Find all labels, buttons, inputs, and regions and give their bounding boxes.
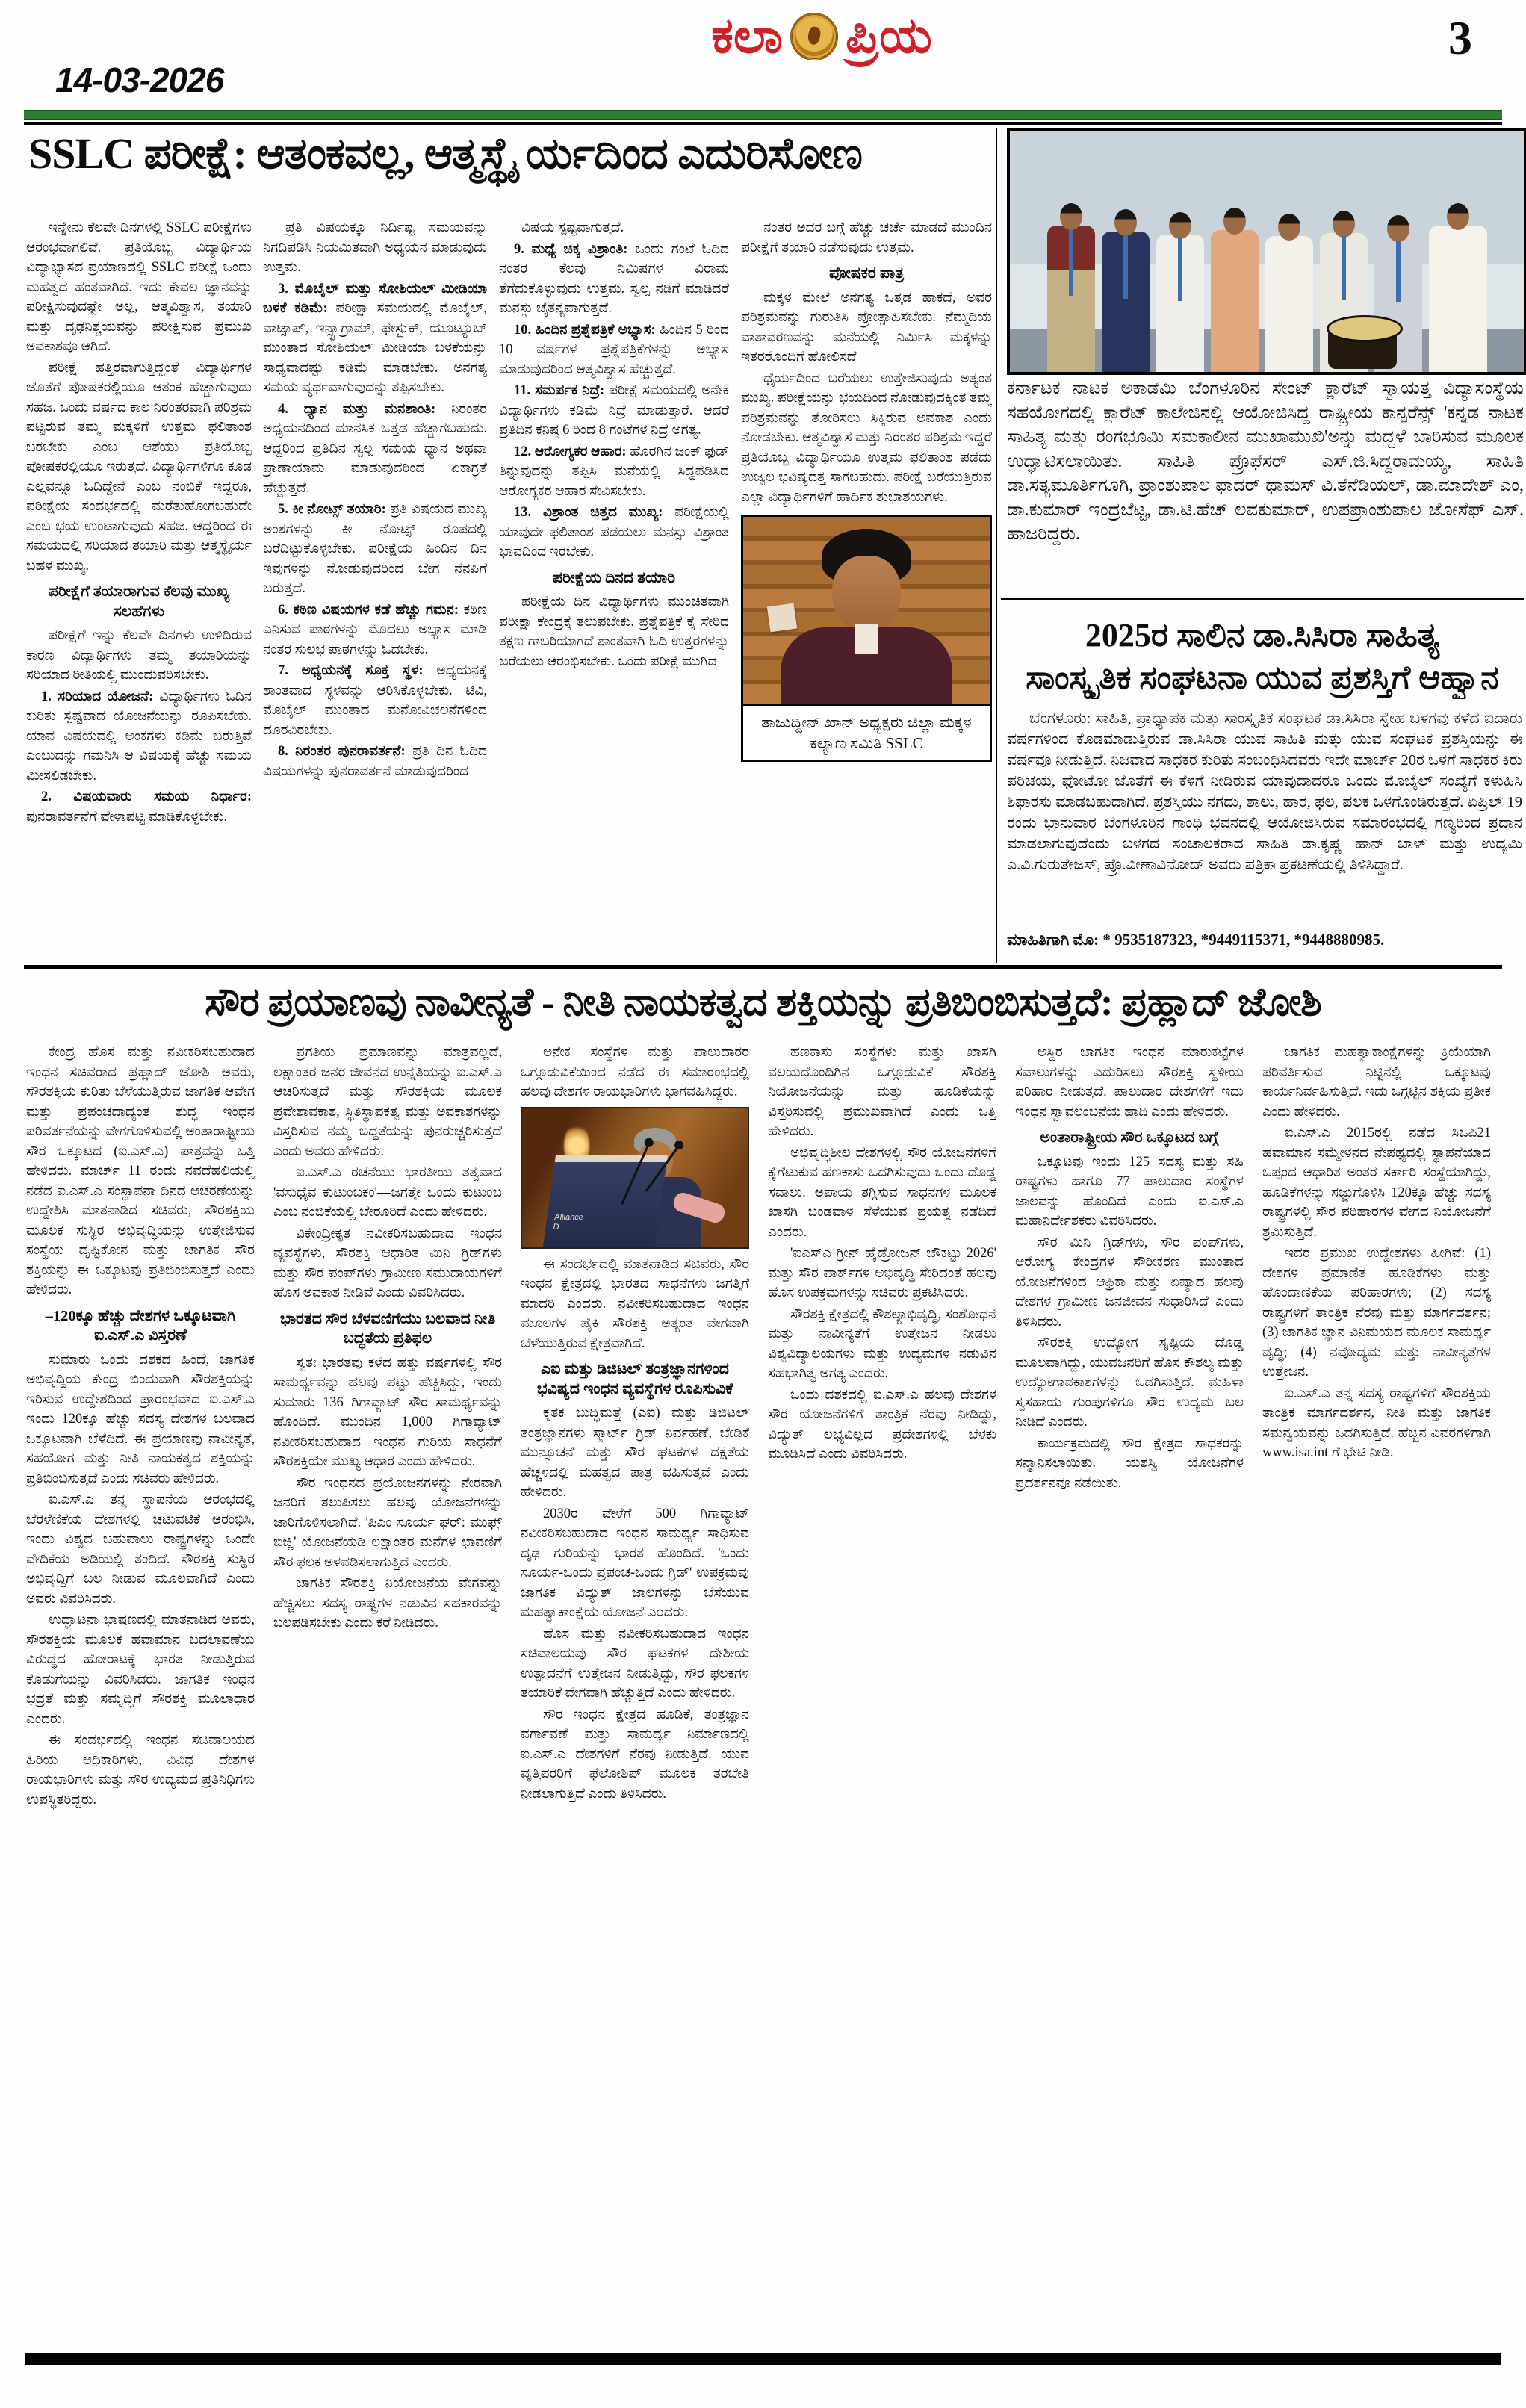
paragraph: 4. ಧ್ಯಾನ ಮತ್ತು ಮನಶಾಂತಿ: ನಿರಂತರ ಅಧ್ಯಯನದಿಂದ ಮಾನಸಿಕ ಒತ್ತಡ ಹೆಚ್ಚಾಗಬಹುದು. ಆದ್ದರಿಂದ ಪ್ರತಿದಿನ ಸ್ವಲ್ಪ ಸಮಯ ಧ್ಯಾನ ಅಥವಾ ಪ್ರಾಣಾಯಾಮ ಮಾಡುವುದರಿಂದ ಏಕಾಗ್ರತೆ ಹೆಚ್ಚುತ್ತದೆ. bbox=[263, 401, 487, 496]
crosshead: ಪರೀಕ್ಷೆಯ ದಿನದ ತಯಾರಿ bbox=[552, 569, 676, 586]
crosshead: –120ಕ್ಕೂ ಹೆಚ್ಚು ದೇಶಗಳ ಒಕ್ಕೂಟವಾಗಿ ಐ.ಎಸ್.ಎ ವಿಸ್ತರಣೆ bbox=[45, 1307, 236, 1344]
paragraph: ಹಣಕಾಸು ಸಂಸ್ಥೆಗಳು ಮತ್ತು ಖಾಸಗಿ ವಲಯದೊಂದಿಗಿನ ಒಗ್ಗೂಡುವಿಕೆ ಸೌರಶಕ್ತಿ ನಿಯೋಜನೆಯನ್ನು ಮತ್ತು ಹೂಡಿಕೆಯನ್ನು ವಿಸ್ತರಿಸುವಲ್ಲಿ ಪ್ರಮುಖವಾಗಿದೆ ಎಂದು ಒತ್ತಿ ಹೇಳಿದರು. bbox=[768, 1045, 996, 1139]
paragraph: ಈ ಸಂದರ್ಭದಲ್ಲಿ ಮಾತನಾಡಿದ ಸಚಿವರು, ಸೌರ ಇಂಧನ ಕ್ಷೇತ್ರದಲ್ಲಿ ಭಾರತದ ಸಾಧನೆಗಳು ಜಗತ್ತಿಗೆ ಮಾದರಿ ಎಂದರು. ನವೀಕರಿಸಬಹುದಾದ ಇಂಧನ ಮೂಲಗಳ ಪೈಕಿ ಸೌರಶಕ್ತಿ ಅತ್ಯಂತ ವೇಗವಾಗಿ ಬೆಳೆಯುತ್ತಿರುವ ಕ್ಷೇತ್ರವಾಗಿದೆ. bbox=[521, 1256, 749, 1351]
column-divider bbox=[996, 128, 997, 963]
solar-column-6 bbox=[1262, 1043, 1491, 2348]
paragraph: 2030ರ ವೇಳೆಗೆ 500 ಗಿಗಾವ್ಯಾಟ್ ನವೀಕರಿಸಬಹುದಾದ ಇಂಧನ ಸಾಮರ್ಥ್ಯ ಸಾಧಿಸುವ ದೃಢ ಗುರಿಯನ್ನು ಭಾರತ ಹೊಂದಿದೆ. 'ಒಂದು ಸೂರ್ಯ-ಒಂದು ಪ್ರಪಂಚ-ಒಂದು ಗ್ರಿಡ್' ಉಪಕ್ರಮವು ಜಾಗತಿಕ ವಿದ್ಯುತ್ ಜಾಲಗಳನ್ನು ಬೆಸೆಯುವ ಮಹತ್ವಾಕಾಂಕ್ಷೆಯ ಯೋಜನೆ ಎ೦ದರು. bbox=[521, 1506, 749, 1620]
paragraph: ಪ್ರತಿ ವಿಷಯಕ್ಕೂ ನಿರ್ದಿಷ್ಟ ಸಮಯವನ್ನು ನಿಗದಿಪಡಿಸಿ ನಿಯಮಿತವಾಗಿ ಅಧ್ಯಯನ ಮಾಡುವುದು ಉತ್ತಮ. bbox=[263, 220, 487, 275]
masthead-emblem-icon bbox=[790, 13, 838, 60]
paragraph: 5. ಕೀ ನೋಟ್ಸ್ ತಯಾರಿ: ಪ್ರತಿ ವಿಷಯದ ಮುಖ್ಯ ಅಂಶಗಳನ್ನು ಕೀ ನೋಟ್ಸ್ ರೂಪದಲ್ಲಿ ಬರೆದಿಟ್ಟುಕೊಳ್ಳಬೇಕು. ಪರೀಕ್ಷೆಯ ಹಿಂದಿನ ದಿನ ಇವುಗಳನ್ನು ನೋಡುವುದರಿಂದ ಬೇಗ ನೆನಪಿಗೆ ಬರುತ್ತದೆ. bbox=[263, 502, 487, 596]
paragraph: ಇದರ ಪ್ರಮುಖ ಉದ್ದೇಶಗಳು ಹೀಗಿವೆ: (1) ದೇಶಗಳ ಪ್ರಮಾಣಿತ ಹೂಡಿಕೆಗಳು ಮತ್ತು ಹೊಂದಾಣಿಕೆಯ ಪರಿಹಾರಗಳು; (2) ಸದಸ್ಯ ರಾಷ್ಟ್ರಗಳಿಗೆ ತಾಂತ್ರಿಕ ನೆರವು ಮತ್ತು ಮಾರ್ಗದರ್ಶನ; (3) ಜಾಗತಿಕ ಜ್ಞಾನ ವಿನಿಮಯದ ಮೂಲಕ ಸಾಮರ್ಥ್ಯ ವೃದ್ಧಿ; (4) ನವೋದ್ಯಮ ಮತ್ತು ನಾವೀನ್ಯತೆಗಳ ಉತ್ತೇಜನ. bbox=[1262, 1246, 1491, 1380]
paragraph: ಕೃತಕ ಬುದ್ಧಿಮತ್ತೆ (ಎಐ) ಮತ್ತು ಡಿಜಿಟಲ್ ತಂತ್ರಜ್ಞಾನಗಳು ಸ್ಮಾರ್ಟ್ ಗ್ರಿಡ್ ನಿರ್ವಹಣೆ, ಬೇಡಿಕೆ ಮುನ್ಸೂಚನೆ ಮತ್ತು ಸೌರ ಘಟಕಗಳ ದಕ್ಷತೆಯ ಹೆಚ್ಚಳದಲ್ಲಿ ಮಹತ್ವದ ಪಾತ್ರ ವಹಿಸುತ್ತವೆ ಎಂದು ಹೇಳಿದರು. bbox=[521, 1406, 749, 1500]
masthead bbox=[627, 9, 1016, 63]
paragraph: ಐ.ಎಸ್.ಎ ತನ್ನ ಸ್ಥಾಪನೆಯ ಆರಂಭದಲ್ಲಿ ಬೆರಳೆಣಿಕೆಯ ದೇಶಗಳಲ್ಲಿ ಚಟುವಟಿಕೆ ಆರಂಭಿಸಿ, ಇಂದು ವಿಶ್ವದ ಬಹುಪಾಲು ರಾಷ್ಟ್ರಗಳನ್ನು ಒಂದೇ ವೇದಿಕೆಯ ಅಡಿಯಲ್ಲಿ ತಂದಿದೆ. ಸೌರಶಕ್ತಿ ಸುಸ್ಥಿರ ಅಭಿವೃದ್ಧಿಗೆ ಬಲ ನೀಡುವ ಮೂಲವಾಗಿದೆ ಎಂದು ಅವರು ವಿವರಿಸಿದರು. bbox=[26, 1492, 255, 1607]
solar-column-5 bbox=[1015, 1043, 1244, 2348]
sslc-headline: SSLC ಪರೀಕ್ಷೆ: ಆತಂಕವಲ್ಲ, ಆತ್ಮಸ್ಥೈ ರ್ಯದಿಂದ ಎದುರಿಸೋಣ bbox=[28, 131, 862, 178]
paragraph: ಪರೀಕ್ಷೆ ಹತ್ತಿರವಾಗುತ್ತಿದ್ದಂತೆ ವಿದ್ಯಾರ್ಥಿಗಳ ಜೊತೆಗೆ ಪೋಷಕರಲ್ಲಿಯೂ ಆತಂಕ ಹೆಚ್ಚಾಗುವುದು ಸಹಜ. ಒಂದು ವರ್ಷದ ಕಾಲ ನಿರಂತರವಾಗಿ ಪರಿಶ್ರಮ ಪಟ್ಟಿರುವ ತಮ್ಮ ಮಕ್ಕಳಿಗೆ ಉತ್ತಮ ಫಲಿತಾಂಶ ಬರಬೇಕು ಎಂಬ ಆಶೆಯು ಪ್ರತಿಯೊಬ್ಬ ಪೋಷಕರಲ್ಲಿಯೂ ಇರುತ್ತದೆ. ವಿದ್ಯಾರ್ಥಿಗಳಿಗೂ ಕೂಡ ಎಲ್ಲವನ್ನೂ ಓದಿದ್ದೇನೆ ಎಂಬ ನಂಬಿಕೆ ಇದ್ದರೂ, ಪರೀಕ್ಷೆಯ ಸಂದರ್ಭದಲ್ಲಿ ಮರೆತುಹೋಗಬಹುದೇ ಎಂಬ ಭಯ ಉಂಟಾಗುವುದು ಸಹಜ. ಆದ್ದರಿಂದ ಈ ಸಮಯದಲ್ಲಿ ಸರಿಯಾದ ತಯಾರಿ ಮತ್ತು ಆತ್ಮಸ್ಥೈರ್ಯ ಬಹಳ ಮುಖ್ಯ. bbox=[26, 360, 252, 574]
crosshead: ಪರೀಕ್ಷೆಗೆ ತಯಾರಾಗುವ ಕೆಲವು ಮುಖ್ಯ ಸಲಹೆಗಳು bbox=[48, 583, 230, 620]
crosshead: ಪೋಷಕರ ಪಾತ್ರ bbox=[828, 265, 905, 282]
paragraph: ಧೈರ್ಯದಿಂದ ಬರೆಯಲು ಉತ್ತೇಜಿಸುವುದು ಅತ್ಯಂತ ಮುಖ್ಯ. ಪರೀಕ್ಷೆಯನ್ನು ಭಯದಿಂದ ನೋಡುವುದಕ್ಕಿಂತ ತಮ್ಮ ಪರಿಶ್ರಮವನ್ನು ತೋರಿಸಲು ಸಿಕ್ಕಿರುವ ಅವಕಾಶ ಎಂದು ನೋಡಬೇಕು. ಆತ್ಮವಿಶ್ವಾಸ ಮತ್ತು ನಿರಂತರ ಪರಿಶ್ರಮ ಇದ್ದರೆ ಪ್ರತಿಯೊಬ್ಬ ವಿದ್ಯಾರ್ಥಿಯೂ ಉತ್ತಮ ಫಲಿತಾಂಶ ಪಡೆದು ಉಜ್ವಲ ಭವಿಷ್ಯದತ್ತ ಸಾಗಬಹುದು. ಪರೀಕ್ಷೆ ಬರೆಯುತ್ತಿರುವ ಎಲ್ಲಾ ವಿದ್ಯಾರ್ಥಿಗಳಿಗೆ ಹಾರ್ದಿಕ ಶುಭಾಶಯಗಳು. bbox=[741, 370, 992, 505]
paragraph: ಒಂದು ದಶಕದಲ್ಲಿ ಐ.ಎಸ್.ಎ ಹಲವು ದೇಶಗಳ ಸೌರ ಯೋಜನೆಗಳಿಗೆ ತಾಂತ್ರಿಕ ನೆರವು ನೀಡಿದ್ದು, ವಿದ್ಯುತ್ ಲಭ್ಯವಿಲ್ಲದ ಪ್ರದೇಶಗಳಲ್ಲಿ ಬೆಳಕು ಮೂಡಿಸಿದೆ ಎಂದು ವಿವರಿಸಿದರು. bbox=[768, 1387, 996, 1462]
paragraph: ಉದ್ಘಾಟನಾ ಭಾಷಣದಲ್ಲಿ ಮಾತನಾಡಿದ ಅವರು, ಸೌರಶಕ್ತಿಯ ಮೂಲಕ ಹವಾಮಾನ ಬದಲಾವಣೆಯ ವಿರುದ್ಧದ ಹೋರಾಟಕ್ಕೆ ಭಾರತ ನೀಡುತ್ತಿರುವ ಕೊಡುಗೆಯನ್ನು ವಿವರಿಸಿದರು. ಜಾಗತಿಕ ಇಂಧನ ಭದ್ರತೆ ಮತ್ತು ಸಮೃದ್ಧಿಗೆ ಸೌರಶಕ್ತಿ ಮೂಲಾಧಾರ ಎಂದರು. bbox=[26, 1613, 255, 1727]
paragraph: 2. ವಿಷಯವಾರು ಸಮಯ ನಿರ್ಧಾರ: ಪುನರಾವರ್ತನೆಗೆ ವೇಳಾಪಟ್ಟಿ ಮಾಡಿಕೊಳ್ಳಬೇಕು. bbox=[26, 789, 252, 825]
paragraph: ಬೆಂಗಳೂರು: ಸಾಹಿತಿ, ಪ್ರಾಧ್ಯಾಪಕ ಮತ್ತು ಸಾಂಸ್ಕೃತಿಕ ಸಂಘಟಕ ಡಾ.ಸಿಸಿರಾ ಸ್ನೇಹ ಬಳಗವು ಕಳೆದ ಐದಾರು ವರ್ಷಗಳಿಂದ ಕೊಡಮಾಡುತ್ತಿರುವ ಡಾ.ಸಿಸಿರಾ ಯುವ ಸಾಹಿತಿ ಮತ್ತು ಯುವ ಸಂಘಟಕ ಪ್ರಶಸ್ತಿಯನ್ನು ಈ ವರ್ಷವೂ ನೀಡುತ್ತಿದೆ. ನಿಜವಾದ ಸಾಧಕರ ಕುರಿತು ಸಂಬಂಧಿಸಿದವರು ಇದೇ ಮಾರ್ಚ್ 20ರ ಒಳಗೆ ಸಾಧಕರ ಕಿರು ಪರಿಚಯ, ಫೋಟೋ ಜೊತೆಗೆ ಈ ಕೆಳಗೆ ನೀಡಿರುವ ಯಾವುದಾದರೂ ಒಂದು ಮೊಬೈಲ್ ಸಂಖ್ಯೆಗೆ ಕಳುಹಿಸಿ ಶಿಫಾರಸು ಮಾಡಬಹುದಾಗಿದೆ. ಪ್ರಶಸ್ತಿಯು ನಗದು, ಶಾಲು, ಹಾರ, ಫಲ, ಪಲಕ ಒಳಗೊಂಡಿರುತ್ತದೆ. ಏಪ್ರಿಲ್ 19 ರಂದು ಭಾನುವಾರ ಬೆಂಗಳೂರಿನ ಗಾಂಧಿ ಭವನದಲ್ಲಿ ಆಯೋಜಿಸಿರುವ ಸಮಾರಂಭದಲ್ಲಿ ಗಣ್ಯರಿಂದ ಪ್ರದಾನ ಮಾಡಲಾಗುವುದೆಂದು ಬಳಗದ ಸಂಚಾಲಕರಾದ ಸಾಹಿತಿ ಡಾ.ಕೃಷ್ಣ ಹಾನ್ ಬಾಳ್ ಮತ್ತು ಉದ್ಯಮಿ ಎ.ವಿ.ಗುರುತೇಜಸ್, ಪ್ರೊ.ವೀಣಾವಿನೋದ್ ಅವರು ಪತ್ರಿಕಾ ಪ್ರಕಟಣೆಯಲ್ಲಿ ತಿಳಿಸಿದ್ದಾರೆ. bbox=[1007, 710, 1522, 873]
paragraph: ವಿಷಯ ಸ್ಪಷ್ಟವಾಗುತ್ತದೆ. bbox=[521, 220, 624, 235]
paragraph: ಅನೇಕ ಸಂಸ್ಥೆಗಳ ಮತ್ತು ಪಾಲುದಾರರ ಒಗ್ಗೂಡುವಿಕೆಯಿಂದ ನಡೆದ ಈ ಸಮಾರಂಭದಲ್ಲಿ ಹಲವು ದೇಶಗಳ ರಾಯಭಾರಿಗಳು ಭಾಗವಹಿಸಿದ್ದರು. bbox=[521, 1045, 749, 1099]
paragraph: 6. ಕಠಿಣ ವಿಷಯಗಳ ಕಡೆ ಹೆಚ್ಚು ಗಮನ: ಕಠಿಣ ಎನಿಸುವ ಪಾಠಗಳನ್ನು ಮೊದಲು ಅಭ್ಯಾಸ ಮಾಡಿ ನಂತರ ಸುಲಭ ಪಾಠಗಳನ್ನು ಓದಬೇಕು. bbox=[263, 602, 487, 657]
paragraph: ಸೌರ ಇಂಧನ ಕ್ಷೇತ್ರದ ಹೂಡಿಕೆ, ತಂತ್ರಜ್ಞಾನ ವರ್ಗಾವಣೆ ಮತ್ತು ಸಾಮರ್ಥ್ಯ ನಿರ್ಮಾಣದಲ್ಲಿ ಐ.ಎಸ್.ಎ ದೇಶಗಳಿಗೆ ನೆರವು ನೀಡುತ್ತಿದೆ. ಯುವ ವೃತ್ತಿಪರರಿಗೆ ಫೆಲೋಶಿಪ್ ಮೂಲಕ ತರಬೇತಿ ನೀಡಲಾಗುತ್ತಿದೆ ಎಂದು ತಿಳಿಸಿದರು. bbox=[521, 1707, 749, 1802]
paragraph: 'ಐಎಸ್ಎ ಗ್ರೀನ್ ಹೈಡ್ರೋಜನ್ ಚೌಕಟ್ಟು 2026' ಮತ್ತು ಸೌರ ಪಾರ್ಕ್‌ಗಳ ಅಭಿವೃದ್ಧಿ ಸೇರಿದಂತೆ ಹಲವು ಹೊಸ ಉಪಕ್ರಮಗಳನ್ನು ಸಚಿವರು ಪ್ರಕಟಿಸಿದರು. bbox=[768, 1246, 996, 1300]
paragraph: ವಿಕೇಂದ್ರೀಕೃತ ನವೀಕರಿಸಬಹುದಾದ ಇಂಧನ ವ್ಯವಸ್ಥೆಗಳು, ಸೌರಶಕ್ತಿ ಆಧಾರಿತ ಮಿನಿ ಗ್ರಿಡ್‌ಗಳು ಮತ್ತು ಸೌರ ಪಂಪ್‌ಗಳು ಗ್ರಾಮೀಣ ಸಮುದಾಯಗಳಿಗೆ ಹೊಸ ಅವಕಾಶ ನೀಡಿವೆ ಎಂದು ವಿವರಿಸಿದರು. bbox=[273, 1226, 502, 1300]
paragraph: ಪ್ರಗತಿಯ ಪ್ರಮಾಣವನ್ನು ಮಾತ್ರವಲ್ಲದೆ, ಲಕ್ಷಾಂತರ ಜನರ ಜೀವನದ ಉನ್ನತಿಯನ್ನು ಐ.ಎಸ್.ಎ ಆಚರಿಸುತ್ತದೆ ಮತ್ತು ಸೌರಶಕ್ತಿಯ ಮೂಲಕ ಪ್ರವೇಶಾವಕಾಶ, ಸ್ಥಿತಿಸ್ಥಾಪಕತ್ವ ಮತ್ತು ಅವಕಾಶಗಳನ್ನು ವಿಸ್ತರಿಸುವ ನಮ್ಮ ಬದ್ಧತೆಯನ್ನು ಪುನರುಚ್ಚರಿಸುತ್ತದೆ ಎಂದು ಅವರು ಹೇಳಿದರು. bbox=[273, 1045, 502, 1159]
paragraph: ಅಸ್ಥಿರ ಜಾಗತಿಕ ಇಂಧನ ಮಾರುಕಟ್ಟೆಗಳ ಸವಾಲುಗಳನ್ನು ಎದುರಿಸಲು ಸೌರಶಕ್ತಿ ಸ್ಥಳೀಯ ಪರಿಹಾರ ನೀಡುತ್ತದೆ. ಪಾಲುದಾರ ದೇಶಗಳಿಗೆ ಇದು ಇಂಧನ ಸ್ವಾವಲಂಬನೆಯ ಹಾದಿ ಎಂದು ಹೇಳಿದರು. bbox=[1015, 1045, 1244, 1120]
paragraph: 10. ಹಿಂದಿನ ಪ್ರಶ್ನೆಪತ್ರಿಕೆ ಅಭ್ಯಾಸ: ಹಿಂದಿನ 5 ರಿಂದ 10 ವರ್ಷಗಳ ಪ್ರಶ್ನೆಪತ್ರಿಕೆಗಳನ್ನು ಅಭ್ಯಾಸ ಮಾಡುವುದರಿಂದ ಆತ್ಮವಿಶ್ವಾಸ ಹೆಚ್ಚುತ್ತದೆ. bbox=[499, 322, 729, 377]
award-headline-line-2: ಸಾಂಸ್ಕೃತಿಕ ಸಂಘಟನಾ ಯುವ ಪ್ರಶಸ್ತಿಗೆ ಆಹ್ವಾನ bbox=[1026, 660, 1499, 697]
award-headline-line-1: 2025ರ ಸಾಲಿನ ಡಾ.ಸಿಸಿರಾ ಸಾಹಿತ್ಯ bbox=[1085, 617, 1440, 654]
paragraph: ಕೇಂದ್ರ ಹೊಸ ಮತ್ತು ನವೀಕರಿಸಬಹುದಾದ ಇಂಧನ ಸಚಿವರಾದ ಪ್ರಹ್ಲಾದ್ ಜೋಶಿ ಅವರು, ಸೌರಶಕ್ತಿಯ ಕುರಿತು ಬೆಳೆಯುತ್ತಿರುವ ಜಾಗತಿಕ ಆವೇಗ ಮತ್ತು ಪ್ರಪಂಚದಾದ್ಯಂತ ಶುದ್ಧ ಇಂಧನ ಪರಿವರ್ತನೆಯನ್ನು ವೇಗಗೊಳಿಸುವಲ್ಲಿ ಅಂತಾರಾಷ್ಟ್ರೀಯ ಸೌರ ಒಕ್ಕೂಟದ (ಐ.ಎಸ್.ಎ) ಪಾತ್ರವನ್ನು ಒತ್ತಿ ಹೇಳಿದರು. ಮಾರ್ಚ್ 11 ರಂದು ನವದೆಹಲಿಯಲ್ಲಿ ನಡೆದ ಐ.ಎಸ್.ಎ ಸಂಸ್ಥಾಪನಾ ದಿನದ ಆಚರಣೆಯನ್ನು ಉದ್ದೇಶಿಸಿ ಮಾತನಾಡಿದ ಸಚಿವರು, ಸೌರಶಕ್ತಿಯ ಮೂಲಕ ಸುಸ್ಥಿರ ಅಭಿವೃದ್ಧಿಯನ್ನು ಉತ್ತೇಜಿಸುವ ಸಂಸ್ಥೆಯ ದೃಷ್ಟಿಕೋನ ಮತ್ತು ಜಾಗತಿಕ ಸೌರ ಶಕ್ತಿಯನ್ನು ಈ ಒಕ್ಕೂಟವು ಪ್ರತಿಬಿಂಬಿಸುತ್ತದೆ ಎಂದು ಹೇಳಿದರು. bbox=[26, 1045, 255, 1297]
issue-date: 14-03-2026 bbox=[55, 60, 224, 99]
header-rule-green bbox=[24, 110, 1502, 120]
header-rule-black bbox=[24, 122, 1502, 125]
paragraph: ಸೌರ ಮಿನಿ ಗ್ರಿಡ್‌ಗಳು, ಸೌರ ಪಂಪ್‌ಗಳು, ಆರೋಗ್ಯ ಕೇಂದ್ರಗಳ ಸೌರೀಕರಣ ಮುಂತಾದ ಯೋಜನೆಗಳಿಂದ ಆಫ್ರಿಕಾ ಮತ್ತು ಏಷ್ಯಾದ ಹಲವು ದೇಶಗಳ ಗ್ರಾಮೀಣ ಜನಜೀವನ ಸುಧಾರಿಸಿದೆ ಎಂದು ತಿಳಿಸಿದರು. bbox=[1015, 1235, 1244, 1329]
award-article-headline bbox=[1001, 614, 1524, 699]
paragraph: ಜಾಗತಿಕ ಮಹತ್ವಾಕಾಂಕ್ಷೆಗಳನ್ನು ಕ್ರಿಯೆಯಾಗಿ ಪರಿವರ್ತಿಸುವ ನಿಟ್ಟಿನಲ್ಲಿ ಒಕ್ಕೂಟವು ಕಾರ್ಯನಿರ್ವಹಿಸುತ್ತಿದೆ. ಇದು ಒಗ್ಗಟ್ಟಿನ ಶಕ್ತಿಯ ಪ್ರತೀಕ ಎಂದು ಹೇಳಿದರು. bbox=[1262, 1045, 1491, 1120]
paragraph: ಐ.ಎಸ್.ಎ 2015ರಲ್ಲಿ ನಡೆದ ಸಿಒಪಿ21 ಹವಾಮಾನ ಸಮ್ಮೇಳನದ ನೇಪಥ್ಯದಲ್ಲಿ ಸ್ಥಾಪನೆಯಾದ ಒಪ್ಪಂದ ಆಧಾರಿತ ಅಂತರ ಸರ್ಕಾರಿ ಸಂಸ್ಥೆಯಾಗಿದ್ದು, ಹೂಡಿಕೆಗಳನ್ನು ಸಜ್ಜುಗೊಳಿಸಿ 120ಕ್ಕೂ ಹೆಚ್ಚು ಸದಸ್ಯ ರಾಷ್ಟ್ರಗಳಲ್ಲಿ ಸೌರ ಪರಿಹಾರಗಳ ವೇಗದ ನಿಯೋಜನೆಗೆ ಶ್ರಮಿಸುತ್ತಿದೆ. bbox=[1262, 1126, 1491, 1240]
masthead-word-2: ಪ್ರಿಯ bbox=[845, 9, 932, 63]
podium: Alliance D bbox=[542, 1155, 668, 1249]
paragraph: ಇನ್ನೇನು ಕೆಲವೇ ದಿನಗಳಲ್ಲಿ SSLC ಪರೀಕ್ಷೆಗಳು ಆರಂಭವಾಗಲಿವೆ. ಪ್ರತಿಯೊಬ್ಬ ವಿದ್ಯಾರ್ಥಿಯ ವಿದ್ಯಾಭ್ಯಾಸದ ಪ್ರಯಾಣದಲ್ಲಿ SSLC ಪರೀಕ್ಷೆ ಒಂದು ಮಹತ್ವದ ಹಂತವಾಗಿದೆ. ಇದು ಕೇವಲ ಜ್ಞಾನವನ್ನು ಪರೀಕ್ಷಿಸುವುದಷ್ಟೇ ಅಲ್ಲ, ಆತ್ಮವಿಶ್ವಾಸ, ತಯಾರಿ ಮತ್ತು ದೃಢನಿಶ್ಚಯವನ್ನು ಪರೀಕ್ಷಿಸುವ ಪ್ರಮುಖ ಅವಕಾಶವೂ ಆಗಿದೆ. bbox=[26, 220, 252, 354]
crosshead: ಎಐ ಮತ್ತು ಡಿಜಿಟಲ್ ತಂತ್ರಜ್ಞಾನಗಳಿಂದ ಭವಿಷ್ಯದ ಇಂಧನ ವ್ಯವಸ್ಥೆಗಳ ರೂಪಿಸುವಿಕೆ bbox=[536, 1361, 733, 1397]
solar-column-1 bbox=[26, 1043, 255, 2348]
paragraph: 3. ಮೊಬೈಲ್ ಮತ್ತು ಸೋಶಿಯಲ್ ಮೀಡಿಯಾ ಬಳಕೆ ಕಡಿಮೆ: ಪರೀಕ್ಷಾ ಸಮಯದಲ್ಲಿ ಮೊಬೈಲ್, ವಾಟ್ಸಾಪ್, ಇನ್ಸ್ಟಾಗ್ರಾಮ್, ಫೇಸ್ಬುಕ್, ಯೂಟ್ಯೂಬ್ ಮುಂತಾದ ಸೋಶಿಯಲ್ ಮೀಡಿಯಾ ಬಳಕೆಯನ್ನು ಸಾಧ್ಯವಾದಷ್ಟು ಕಡಿಮೆ ಮಾಡಬೇಕು. ಅನಗತ್ಯ ಸಮಯ ವ್ಯರ್ಥವಾಗುವುದನ್ನು ತಪ್ಪಿಸಬೇಕು. bbox=[263, 281, 487, 395]
rail-divider-rule bbox=[1001, 598, 1524, 600]
paragraph: 7. ಅಧ್ಯಯನಕ್ಕೆ ಸೂಕ್ತ ಸ್ಥಳ: ಅಧ್ಯಯನಕ್ಕೆ ಶಾಂತವಾದ ಸ್ಥಳವನ್ನು ಆರಿಸಿಕೊಳ್ಳಬೇಕು. ಟಿವಿ, ಮೊಬೈಲ್ ಮುಂತಾದ ಮನೋವಿಚಲನೆಗಳಿಂದ ದೂರವಿರಬೇಕು. bbox=[263, 663, 487, 738]
conference-photo-caption: ಕರ್ನಾಟಕ ನಾಟಕ ಅಕಾಡೆಮಿ ಬೆಂಗಳೂರಿನ ಸೇಂಟ್ ಕ್ಲಾರೆಟ್ ಸ್ವಾಯತ್ತ ವಿದ್ಯಾಸಂಸ್ಥೆಯ ಸಹಯೋಗದಲ್ಲಿ ಕ್ಲಾರೆಟ್ ಕಾಲೇಜಿನಲ್ಲಿ ಆಯೋಜಿಸಿದ್ದ ರಾಷ್ಟ್ರೀಯ ಕಾನ್ಫರೆನ್ಸ್ 'ಕನ್ನಡ ನಾಟಕ ಸಾಹಿತ್ಯ ಮತ್ತು ರಂಗಭೂಮಿ ಸಮಕಾಲೀನ ಮುಖಾಮುಖಿ'ಅನ್ನು ಮದ್ದಳೆ ಬಾರಿಸುವ ಮೂಲಕ ಉದ್ಘಾಟಿಸಲಾಯಿತು. ಸಾಹಿತಿ ಪ್ರೊಫೆಸರ್ ಎಸ್.ಜಿ.ಸಿದ್ದರಾಮಯ್ಯ, ಸಾಹಿತಿ ಡಾ.ಸತ್ಯಮೂರ್ತಿಗೂಗಿ, ಪ್ರಾಂಶುಪಾಲ ಫಾದರ್ ಥಾಮಸ್ ವಿ.ತೆನೆಡಿಯಲ್, ಡಾ.ಮಾದೇಶ್ ಎಂ, ಡಾ.ಕುಮಾರ್ ಇಂದ್ರಬೆಟ್ಟ, ಡಾ.ಟಿ.ಹೆಚ್ ಲವಕುಮಾರ್, ಉಪಪ್ರಾಂಶುಪಾಲ ಜೋಸೆಫ್ ಎಸ್. ಹಾಜರಿದ್ದರು. bbox=[1007, 379, 1524, 544]
paragraph: ಮಕ್ಕಳ ಮೇಲೆ ಅನಗತ್ಯ ಒತ್ತಡ ಹಾಕದೆ, ಅವರ ಪರಿಶ್ರಮವನ್ನು ಗುರುತಿಸಿ ಪ್ರೋತ್ಸಾಹಿಸಬೇಕು. ನೆಮ್ಮದಿಯ ವಾತಾವರಣವನ್ನು ಮನೆಯಲ್ಲಿ ನಿರ್ಮಿಸಿ ಮಕ್ಕಳನ್ನು ಇತರರೊಂದಿಗೆ ಹೋಲಿಸದೆ bbox=[741, 290, 992, 364]
paragraph: ಸೌರಶಕ್ತಿ ಉದ್ಯೋಗ ಸೃಷ್ಟಿಯ ದೊಡ್ಡ ಮೂಲವಾಗಿದ್ದು, ಯುವಜನರಿಗೆ ಹೊಸ ಕೌಶಲ್ಯ ಮತ್ತು ಉದ್ಯೋಗಾವಕಾಶಗಳನ್ನು ಒದಗಿಸುತ್ತಿದೆ. ಮಹಿಳಾ ಸ್ವಸಹಾಯ ಗುಂಪುಗಳಿಗೂ ಸೌರ ಉದ್ಯಮ ಬಲ ನೀಡಿದೆ ಎಂದರು. bbox=[1015, 1335, 1244, 1430]
paragraph: ಪರೀಕ್ಷೆಗೆ ಇನ್ನು ಕೆಲವೇ ದಿನಗಳು ಉಳಿದಿರುವ ಕಾರಣ ವಿದ್ಯಾರ್ಥಿಗಳು ತಮ್ಮ ತಯಾರಿಯನ್ನು ಸರಿಯಾದ ರೀತಿಯಲ್ಲಿ ಮುಂದುವರಿಸಬೇಕು. bbox=[26, 628, 252, 683]
page-number: 3 bbox=[1448, 11, 1472, 64]
drum-icon bbox=[1328, 326, 1397, 369]
award-article-body bbox=[1007, 708, 1522, 929]
solar-column-4 bbox=[768, 1043, 996, 2348]
paragraph: ನಂತರ ಅದರ ಬಗ್ಗೆ ಹೆಚ್ಚು ಚರ್ಚೆ ಮಾಡದೆ ಮುಂದಿನ ಪರೀಕ್ಷೆಗೆ ತಯಾರಿ ನಡೆಸುವುದು ಉತ್ತಮ. bbox=[741, 220, 992, 255]
sslc-column-1 bbox=[26, 218, 252, 961]
paragraph: ಕಾರ್ಯಕ್ರಮದಲ್ಲಿ ಸೌರ ಕ್ಷೇತ್ರದ ಸಾಧಕರನ್ನು ಸನ್ಮಾನಿಸಲಾಯಿತು. ಯಶಸ್ವಿ ಯೋಜನೆಗಳ ಪ್ರದರ್ಶನವೂ ನಡೆಯಿತು. bbox=[1015, 1436, 1244, 1491]
conference-photo bbox=[1007, 128, 1526, 375]
paragraph: 1. ಸರಿಯಾದ ಯೋಜನೆ: ವಿದ್ಯಾರ್ಥಿಗಳು ಓದಿನ ಕುರಿತು ಸ್ಪಷ್ಟವಾದ ಯೋಜನೆಯನ್ನು ರೂಪಿಸಬೇಕು. ಯಾವ ವಿಷಯದಲ್ಲಿ ಅಂಕಗಳು ಕಡಿಮೆ ಬರುತ್ತಿವೆ ಎಂಬುದನ್ನು ಗಮನಿಸಿ ಆ ವಿಷಯಕ್ಕೆ ಹೆಚ್ಚು ಸಮಯ ಮೀಸಲಿಡಬೇಕು. bbox=[26, 689, 252, 783]
paragraph: 11. ಸಮರ್ಪಕ ನಿದ್ರೆ: ಪರೀಕ್ಷೆ ಸಮಯದಲ್ಲಿ ಅನೇಕ ವಿದ್ಯಾರ್ಥಿಗಳು ಕಡಿಮೆ ನಿದ್ರೆ ಮಾಡುತ್ತಾರೆ. ಆದರೆ ಪ್ರತಿದಿನ ಕನಿಷ್ಠ 6 ರಿಂದ 8 ಗಂಟೆಗಳ ನಿದ್ರೆ ಅಗತ್ಯ. bbox=[499, 383, 729, 438]
paragraph: ಐ.ಎಸ್.ಎ ತನ್ನ ಸದಸ್ಯ ರಾಷ್ಟ್ರಗಳಿಗೆ ಸೌರಶಕ್ತಿಯ ತಾಂತ್ರಿಕ ಮಾರ್ಗದರ್ಶನ, ನೀತಿ ಮತ್ತು ಜಾಗತಿಕ ಸಮನ್ವಯವನ್ನು ಒದಗಿಸುತ್ತಿದೆ. ಹೆಚ್ಚಿನ ವಿವರಗಳಿಗಾಗಿ www.isa.int ಗೆ ಭೇಟಿ ನೀಡಿ. bbox=[1262, 1385, 1491, 1460]
section-divider-rule bbox=[24, 965, 1502, 969]
solar-column-2 bbox=[273, 1043, 502, 2348]
paragraph: 9. ಮಧ್ಯೆ ಚಿಕ್ಕ ವಿಶ್ರಾಂತಿ: ಒಂದು ಗಂಟೆ ಓದಿದ ನಂತರ ಕೆಲವು ನಿಮಿಷಗಳ ವಿರಾಮ ತೆಗೆದುಕೊಳ್ಳುವುದು ಉತ್ತಮ. ಸ್ವಲ್ಪ ನಡಿಗೆ ಮಾಡಿದರೆ ಮನಸ್ಸು ಚೈತನ್ಯವಾಗುತ್ತದೆ. bbox=[499, 241, 729, 316]
paragraph: ಸೌರ ಇಂಧನದ ಪ್ರಯೋಜನಗಳನ್ನು ನೇರವಾಗಿ ಜನರಿಗೆ ತಲುಪಿಸಲು ಹಲವು ಯೋಜನೆಗಳನ್ನು ಜಾರಿಗೊಳಿಸಲಾಗಿದೆ. 'ಪಿಎಂ ಸೂರ್ಯ ಘರ್: ಮುಫ್ತ್ ಬಿಜ್ಲಿ' ಯೋಜನೆಯಡಿ ಲಕ್ಷಾಂತರ ಮನೆಗಳ ಛಾವಣಿಗೆ ಸೌರ ಫಲಕ ಅಳವಡಿಸಲಾಗುತ್ತಿದೆ ಎಂದರು. bbox=[273, 1475, 502, 1570]
paragraph: 12. ಆರೋಗ್ಯಕರ ಆಹಾರ: ಹೊರಗಿನ ಜಂಕ್ ಫುಡ್ ತಿನ್ನುವುದನ್ನು ತಪ್ಪಿಸಿ ಮನೆಯಲ್ಲಿ ಸಿದ್ಧಪಡಿಸಿದ ಆರೋಗ್ಯಕರ ಆಹಾರ ಸೇವಿಸಬೇಕು. bbox=[499, 444, 729, 499]
paragraph: ಸ್ವತಃ ಭಾರತವು ಕಳೆದ ಹತ್ತು ವರ್ಷಗಳಲ್ಲಿ ಸೌರ ಸಾಮರ್ಥ್ಯವನ್ನು ಹಲವು ಪಟ್ಟು ಹೆಚ್ಚಿಸಿದ್ದು, ಇಂದು ಸುಮಾರು 136 ಗಿಗಾವ್ಯಾಟ್ ಸೌರ ಸಾಮರ್ಥ್ಯವನ್ನು ಹೊಂದಿದೆ. ಮುಂದಿನ 1,000 ಗಿಗಾವ್ಯಾಟ್ ನವೀಕರಿಸಬಹುದಾದ ಇಂಧನ ಗುರಿಯ ಸಾಧನೆಗೆ ಸೌರಶಕ್ತಿಯೇ ಮುಖ್ಯ ಆಧಾರ ಎಂದು ಹೇಳಿದರು. bbox=[273, 1355, 502, 1469]
paragraph: ಈ ಸಂದರ್ಭದಲ್ಲಿ ಇಂಧನ ಸಚಿವಾಲಯದ ಹಿರಿಯ ಅಧಿಕಾರಿಗಳು, ವಿವಿಧ ದೇಶಗಳ ರಾಯಭಾರಿಗಳು ಮತ್ತು ಸೌರ ಉದ್ಯಮದ ಪ್ರತಿನಿಧಿಗಳು ಉಪಸ್ಥಿತರಿದ್ದರು. bbox=[26, 1733, 255, 1807]
paragraph: ಸುಮಾರು ಒಂದು ದಶಕದ ಹಿಂದೆ, ಜಾಗತಿಕ ಅಭಿವೃದ್ಧಿಯ ಕೇಂದ್ರ ಬಿಂದುವಾಗಿ ಸೌರಶಕ್ತಿಯನ್ನು ಇರಿಸುವ ಉದ್ದೇಶದಿಂದ ಪ್ರಾರಂಭವಾದ ಐ.ಎಸ್.ಎ ಇಂದು 120ಕ್ಕೂ ಹೆಚ್ಚು ಸದಸ್ಯ ದೇಶಗಳ ಬಲವಾದ ಒಕ್ಕೂಟವಾಗಿ ಬೆಳೆದಿದೆ. ಈ ಪ್ರಯಾಣವು ನಾವೀನ್ಯತೆ, ಸಹಯೋಗ ಮತ್ತು ನೀತಿ ನಾಯಕತ್ವದ ಶಕ್ತಿಯನ್ನು ಪ್ರತಿಬಿಂಬಿಸುತ್ತದೆ ಎಂದು ಸಚಿವರು ಹೇಳಿದರು. bbox=[26, 1352, 255, 1486]
crosshead: ಭಾರತದ ಸೌರ ಬೆಳವಣಿಗೆಯು ಬಲವಾದ ನೀತಿ ಬದ್ಧತೆಯ ಪ್ರತಿಫಲ bbox=[279, 1310, 496, 1347]
author-portrait-photo bbox=[743, 517, 990, 704]
paragraph: ಅಭಿವೃದ್ಧಿಶೀಲ ದೇಶಗಳಲ್ಲಿ ಸೌರ ಯೋಜನೆಗಳಿಗೆ ಕೈಗೆಟುಕುವ ಹಣಕಾಸು ಒದಗಿಸುವುದು ಒಂದು ದೊಡ್ಡ ಸವಾಲು. ಅಪಾಯ ತಗ್ಗಿಸುವ ಸಾಧನಗಳ ಮೂಲಕ ಖಾಸಗಿ ಬಂಡವಾಳ ಸೆಳೆಯುವ ಪ್ರಯತ್ನ ನಡೆದಿದೆ ಎಂದರು. bbox=[768, 1145, 996, 1240]
page-bottom-rule bbox=[25, 2353, 1501, 2365]
paragraph: ಪರೀಕ್ಷೆಯ ದಿನ ವಿದ್ಯಾರ್ಥಿಗಳು ಮುಂಚಿತವಾಗಿ ಪರೀಕ್ಷಾ ಕೇಂದ್ರಕ್ಕೆ ತಲುಪಬೇಕು. ಪ್ರಶ್ನೆಪತ್ರಿಕೆ ಕೈ ಸೇರಿದ ತಕ್ಷಣ ಗಾಬರಿಯಾಗದೆ ಶಾಂತವಾಗಿ ಓದಿ ಉತ್ತರಗಳನ್ನು ಬರೆಯಲು ಆರಂಭಿಸಬೇಕು. ಒಂದು ಪರೀಕ್ಷೆ ಮುಗಿದ bbox=[499, 595, 729, 669]
paragraph: 13. ವಿಶ್ರಾಂತ ಚಿತ್ತದ ಮುಖ್ಯ: ಪರೀಕ್ಷೆಯಲ್ಲಿ ಯಾವುದೇ ಫಲಿತಾಂಶ ಪಡೆಯಲು ಮನಸ್ಸು ವಿಶ್ರಾಂತ ಭಾವದಿಂದ ಇರಬೇಕು. bbox=[499, 505, 729, 559]
author-portrait-figure bbox=[741, 515, 992, 762]
solar-headline: ಸೌರ ಪ್ರಯಾಣವು ನಾವೀನ್ಯತೆ - ನೀತಿ ನಾಯಕತ್ವದ ಶಕ್ತಿಯನ್ನು ಪ್ರತಿಬಿಂಬಿಸುತ್ತದೆ: ಪ್ರಹ್ಲಾದ್ ಜೋಶಿ bbox=[205, 981, 1321, 1024]
paragraph: ಜಾಗತಿಕ ಸೌರಶಕ್ತಿ ನಿಯೋಜನೆಯ ವೇಗವನ್ನು ಹೆಚ್ಚಿಸಲು ಸದಸ್ಯ ರಾಷ್ಟ್ರಗಳ ನಡುವಿನ ಸಹಕಾರವನ್ನು ಬಲಪಡಿಸಬೇಕು ಎಂದು ಕರೆ ನೀಡಿದರು. bbox=[273, 1576, 502, 1630]
sslc-column-3 bbox=[499, 218, 729, 961]
paragraph: ಐ.ಎಸ್.ಎ ರಚನೆಯು ಭಾರತೀಯ ತತ್ವವಾದ 'ವಸುಧೈವ ಕುಟುಂಬಕಂ'—ಜಗತ್ತೇ ಒಂದು ಕುಟುಂಬ ಎಂಬ ನಂಬಿಕೆಯಲ್ಲಿ ಬೇರೂರಿದೆ ಎಂದು ಹೇಳಿದರು. bbox=[273, 1165, 502, 1220]
author-portrait-caption: ತಾಜುದ್ದೀನ್ ಖಾನ್ ಅಧ್ಯಕ್ಷರು ಜಿಲ್ಲಾ ಮಕ್ಕಳ ಕಲ್ಯಾಣ ಸಮಿತಿ SSLC bbox=[743, 704, 990, 760]
masthead-word-1: ಕಲಾ bbox=[711, 9, 783, 63]
paragraph: 8. ನಿರಂತರ ಪುನರಾವರ್ತನೆ: ಪ್ರತಿ ದಿನ ಓದಿದ ವಿಷಯಗಳನ್ನು ಪುನರಾವರ್ತನೆ ಮಾಡುವುದರಿಂದ bbox=[263, 744, 487, 779]
minister-speech-photo bbox=[521, 1107, 749, 1249]
sslc-column-2 bbox=[263, 218, 487, 961]
paragraph: ಹೊಸ ಮತ್ತು ನವೀಕರಿಸಬಹುದಾದ ಇಂಧನ ಸಚಿವಾಲಯವು ಸೌರ ಘಟಕಗಳ ದೇಶೀಯ ಉತ್ಪಾದನೆಗೆ ಉತ್ತೇಜನ ನೀಡುತ್ತಿದ್ದು, ಸೌರ ಫಲಕಗಳ ತಯಾರಿಕೆ ವೇಗವಾಗಿ ಹೆಚ್ಚುತ್ತಿದೆ ಎಂದು ಹೇಳಿದರು. bbox=[521, 1626, 749, 1701]
solar-column-3 bbox=[521, 1043, 749, 2348]
crosshead: ಅಂತಾರಾಷ್ಟ್ರೀಯ ಸೌರ ಒಕ್ಕೂಟದ ಬಗ್ಗೆ bbox=[1040, 1129, 1219, 1146]
conference-photo-people bbox=[1010, 131, 1524, 372]
paragraph: ಸೌರಶಕ್ತಿ ಕ್ಷೇತ್ರದಲ್ಲಿ ಕೌಶಲ್ಯಾಭಿವೃದ್ಧಿ, ಸಂಶೋಧನೆ ಮತ್ತು ನಾವೀನ್ಯತೆಗೆ ಉತ್ತೇಜನ ನೀಡಲು ವಿಶ್ವವಿದ್ಯಾಲಯಗಳು ಮತ್ತು ಉದ್ಯಮಗಳ ನಡುವಿನ ಸಹಭಾಗಿತ್ವ ಅಗತ್ಯ ಎಂದರು. bbox=[768, 1306, 996, 1381]
award-contact-numbers: ಮಾಹಿತಿಗಾಗಿ ಮೊ: * 9535187323, *9449115371, *9448880985. bbox=[1007, 931, 1385, 949]
paragraph: ಒಕ್ಕೂಟವು ಇಂದು 125 ಸದಸ್ಯ ಮತ್ತು ಸಹಿ ರಾಷ್ಟ್ರಗಳು ಹಾಗೂ 77 ಪಾಲುದಾರ ಸಂಸ್ಥೆಗಳ ಜಾಲವನ್ನು ಹೊಂದಿದೆ ಎಂದು ಐ.ಎಸ್.ಎ ಮಹಾನಿರ್ದೇಶಕರು ವಿವರಿಸಿದರು. bbox=[1015, 1154, 1244, 1229]
sslc-column-4 bbox=[741, 218, 992, 961]
